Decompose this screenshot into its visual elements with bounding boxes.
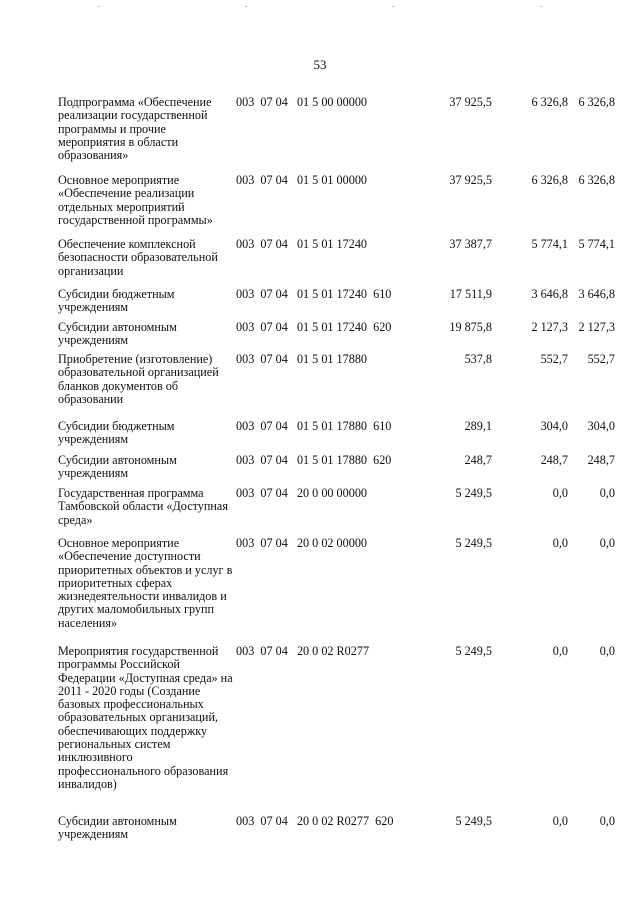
row-value-2: 248,7: [540, 453, 568, 467]
row-value-3: 5 774,1: [578, 237, 615, 251]
row-name: Обеспечение комплексной безопасности образовательной организации: [58, 237, 218, 278]
scan-speck: [245, 6, 247, 7]
scan-speck: [540, 6, 542, 7]
row-name: Субсидии бюджетным учреждениям: [58, 287, 175, 315]
row-value-1: 537,8: [464, 352, 492, 366]
row-value-2: 0,0: [552, 536, 568, 550]
row-name: Подпрограмма «Обеспечение реализации государственной программы и прочие мероприятия в области образования»: [58, 95, 212, 163]
row-value-2: 3 646,8: [531, 287, 568, 301]
row-name: Основное мероприятие «Обеспечение доступности приоритетных объектов и услуг в приоритетных сферах жизнедеятельности инвалидов и других маломобильных групп населения»: [58, 536, 233, 630]
row-name: Мероприятия государственной программы Российской Федерации «Доступная среда» на 2011 - 2020 годы (Создание базовых профессиональных образовательных организаций, обеспечивающих поддержку региональных систем инклюзивного профессионального образования инвалидов): [58, 644, 233, 791]
row-code: 003 07 04 01 5 01 17880 620: [236, 453, 392, 467]
row-name: Приобретение (изготовление) образовательной организацией бланков документов об образовании: [58, 352, 219, 406]
row-value-2: 552,7: [540, 352, 568, 366]
row-value-2: 6 326,8: [531, 173, 568, 187]
row-name: Субсидии автономным учреждениям: [58, 814, 177, 842]
row-code: 003 07 04 01 5 01 17240 620: [236, 320, 392, 334]
row-value-3: 0,0: [599, 486, 615, 500]
row-value-2: 0,0: [552, 644, 568, 658]
row-value-3: 3 646,8: [578, 287, 615, 301]
row-value-3: 0,0: [599, 814, 615, 828]
row-code: 003 07 04 01 5 00 00000: [236, 95, 368, 109]
page-number: 53: [313, 57, 327, 72]
scan-speck: [392, 6, 394, 7]
row-name: Субсидии автономным учреждениям: [58, 453, 177, 481]
scan-speck: [98, 6, 100, 7]
row-value-1: 5 249,5: [455, 644, 492, 658]
row-value-3: 6 326,8: [578, 95, 615, 109]
row-value-2: 5 774,1: [531, 237, 568, 251]
row-name: Основное мероприятие «Обеспечение реализации отдельных мероприятий государственной программы»: [58, 173, 213, 227]
row-value-1: 5 249,5: [455, 536, 492, 550]
row-code: 003 07 04 01 5 01 17240 610: [236, 287, 392, 301]
row-value-1: 17 511,9: [449, 287, 492, 301]
row-value-1: 37 925,5: [449, 95, 492, 109]
row-value-2: 0,0: [552, 486, 568, 500]
row-value-2: 304,0: [540, 419, 568, 433]
row-value-2: 0,0: [552, 814, 568, 828]
row-code: 003 07 04 20 0 02 00000: [236, 536, 368, 550]
row-code: 003 07 04 20 0 00 00000: [236, 486, 368, 500]
row-value-1: 19 875,8: [449, 320, 492, 334]
row-value-3: 248,7: [587, 453, 615, 467]
row-value-3: 304,0: [587, 419, 615, 433]
row-code: 003 07 04 20 0 02 R0277 620: [236, 814, 394, 828]
row-code: 003 07 04 01 5 01 17240: [236, 237, 368, 251]
row-name: Субсидии автономным учреждениям: [58, 320, 177, 348]
row-code: 003 07 04 01 5 01 17880 610: [236, 419, 392, 433]
row-value-1: 5 249,5: [455, 486, 492, 500]
row-value-2: 6 326,8: [531, 95, 568, 109]
row-name: Субсидии бюджетным учреждениям: [58, 419, 175, 447]
row-value-1: 289,1: [464, 419, 492, 433]
row-code: 003 07 04 20 0 02 R0277: [236, 644, 370, 658]
row-code: 003 07 04 01 5 01 00000: [236, 173, 368, 187]
row-value-3: 0,0: [599, 644, 615, 658]
row-value-3: 552,7: [587, 352, 615, 366]
row-value-3: 0,0: [599, 536, 615, 550]
row-code: 003 07 04 01 5 01 17880: [236, 352, 368, 366]
row-value-3: 6 326,8: [578, 173, 615, 187]
row-value-2: 2 127,3: [531, 320, 568, 334]
row-value-1: 5 249,5: [455, 814, 492, 828]
row-value-3: 2 127,3: [578, 320, 615, 334]
row-value-1: 248,7: [464, 453, 492, 467]
row-value-1: 37 387,7: [449, 237, 492, 251]
row-name: Государственная программа Тамбовской области «Доступная среда»: [58, 486, 228, 527]
row-value-1: 37 925,5: [449, 173, 492, 187]
